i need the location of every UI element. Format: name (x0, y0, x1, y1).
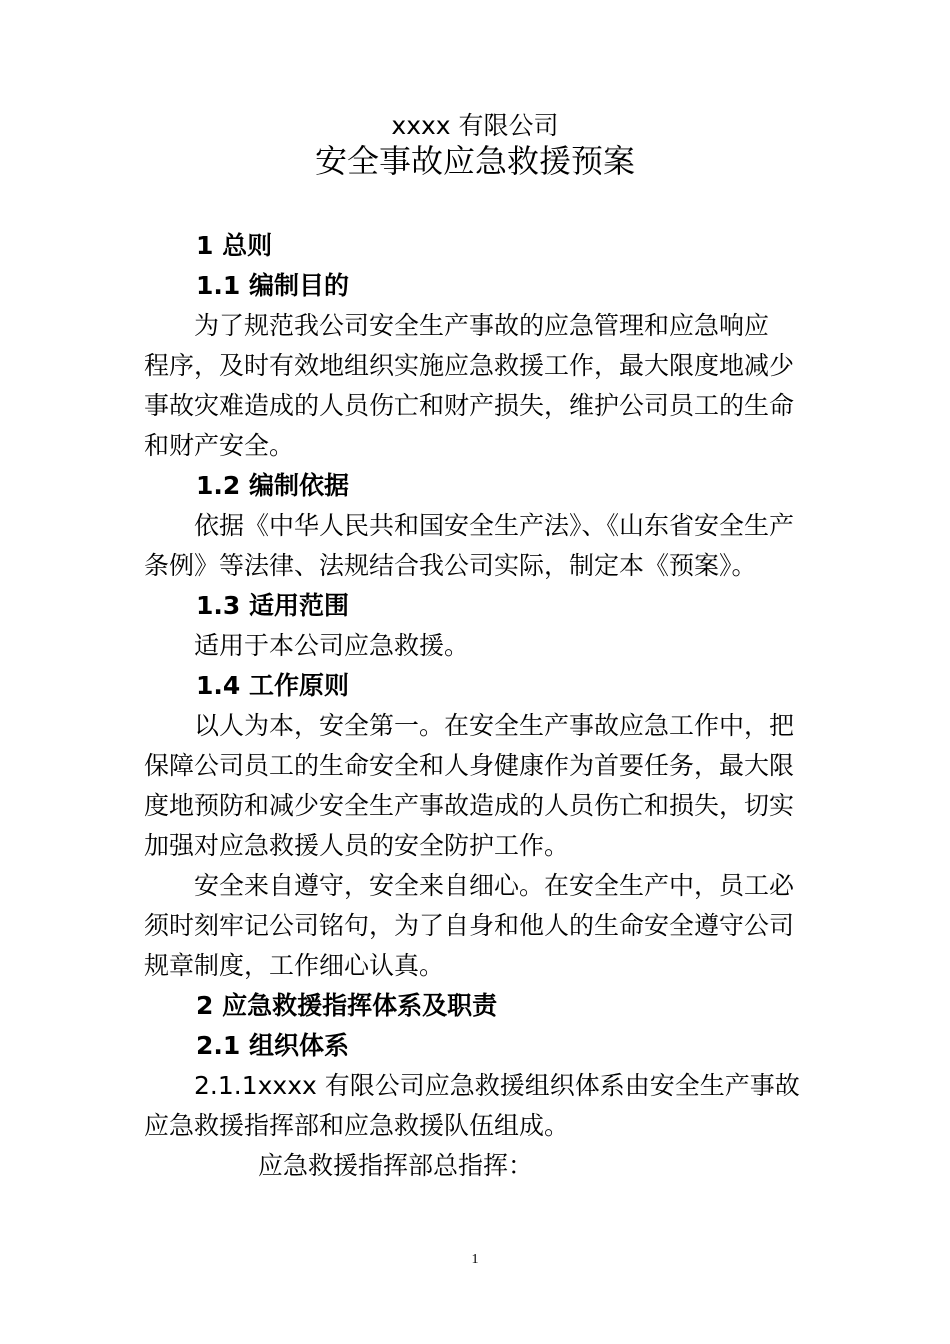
principles-p2-line-3: 规章制度，工作细心认真。 (144, 951, 445, 980)
basis-line-2: 条例》等法律、法规结合我公司实际，制定本《预案》。 (144, 551, 757, 580)
principles-p1-line-3: 度地预防和减少安全生产事故造成的人员伤亡和损失，切实 (144, 791, 795, 820)
purpose-line-2: 程序，及时有效地组织实施应急救援工作，最大限度地减少 (144, 351, 795, 380)
heading-principles: 1.4 工作原则 (196, 671, 349, 700)
document-title: 安全事故应急救援预案 (314, 142, 635, 180)
principles-p2-line-2: 须时刻牢记公司铭句，为了自身和他人的生命安全遵守公司 (144, 911, 795, 940)
basis-line-1: 依据《中华人民共和国安全生产法》、《山东省安全生产 (194, 511, 795, 540)
organization-line-1: 2.1.1xxxx 有限公司应急救援组织体系由安全生产事故 (194, 1071, 800, 1100)
purpose-line-3: 事故灾难造成的人员伤亡和财产损失，维护公司员工的生命 (144, 391, 795, 420)
heading-command-system: 2 应急救援指挥体系及职责 (196, 991, 498, 1020)
heading-basis: 1.2 编制依据 (196, 471, 349, 500)
document-body (144, 226, 838, 1186)
heading-organization: 2.1 组织体系 (196, 1031, 349, 1060)
heading-purpose: 1.1 编制目的 (196, 271, 349, 300)
organization-line-2: 应急救援指挥部和应急救援队伍组成。 (144, 1111, 570, 1140)
purpose-line-1: 为了规范我公司安全生产事故的应急管理和应急响应 (194, 311, 770, 340)
commander-label: 应急救援指挥部总指挥： (258, 1151, 534, 1180)
principles-p1-line-4: 加强对应急救援人员的安全防护工作。 (144, 831, 570, 860)
principles-p1-line-2: 保障公司员工的生命安全和人身健康作为首要任务，最大限 (144, 751, 795, 780)
purpose-line-4: 和财产安全。 (144, 431, 295, 460)
heading-general: 1 总则 (196, 231, 273, 260)
page-number: 1 (471, 1252, 479, 1267)
company-name: xxxx 有限公司 (391, 111, 559, 140)
scope-line-1: 适用于本公司应急救援。 (194, 631, 470, 660)
principles-p2-line-1: 安全来自遵守，安全来自细心。在安全生产中，员工必 (194, 871, 795, 900)
heading-scope: 1.3 适用范围 (196, 591, 349, 620)
principles-p1-line-1: 以人为本，安全第一。在安全生产事故应急工作中，把 (194, 711, 795, 740)
